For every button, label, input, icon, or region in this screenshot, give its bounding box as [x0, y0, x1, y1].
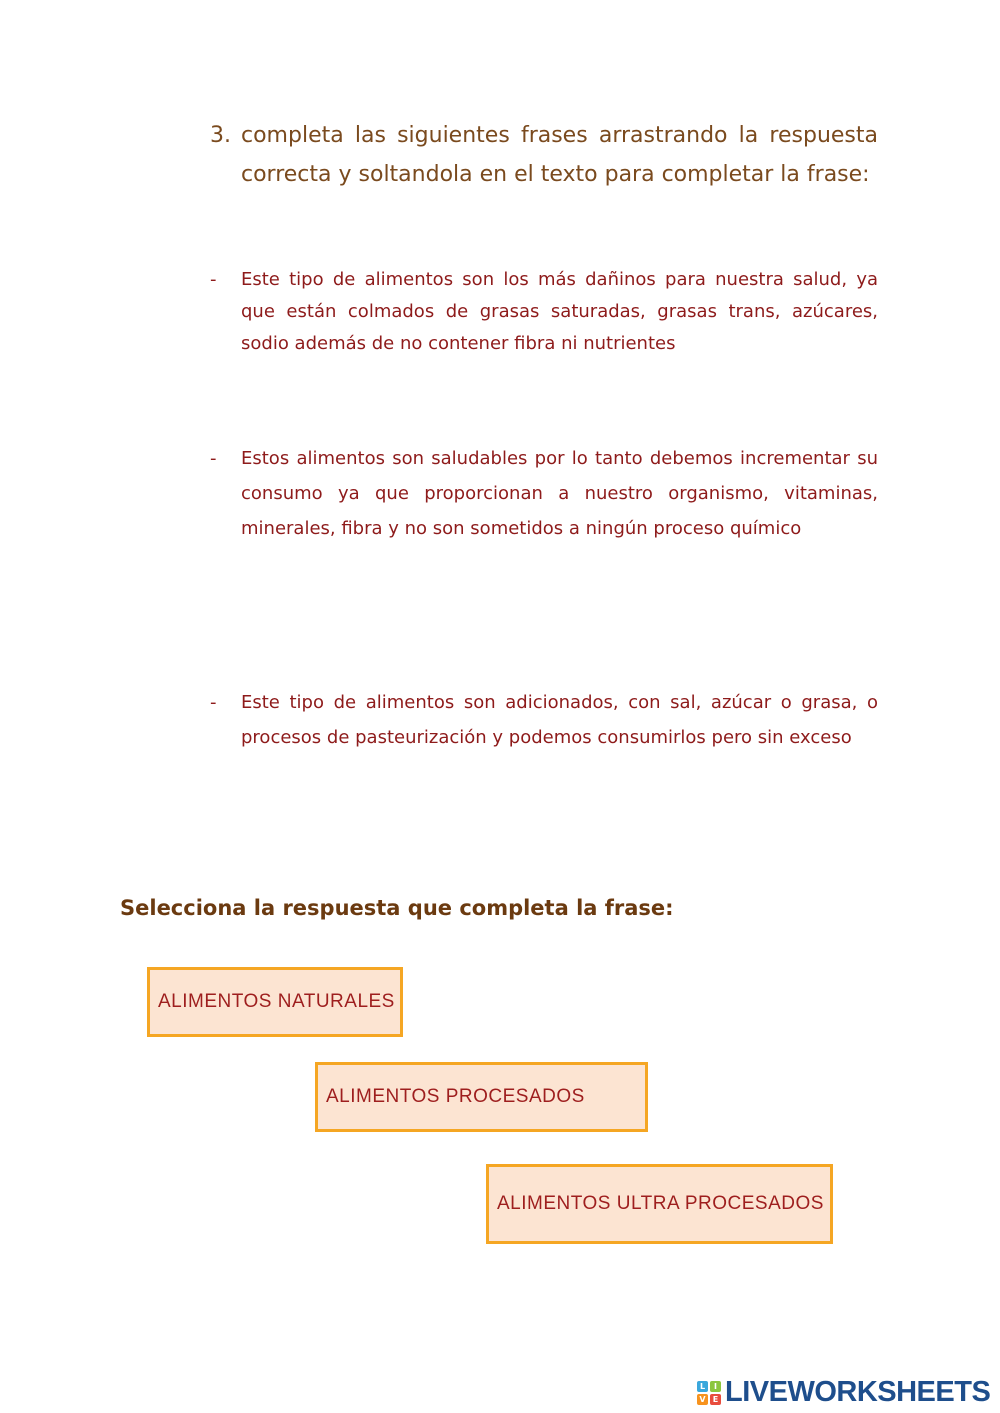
sentence-1	[210, 264, 878, 360]
logo-letter: V	[697, 1394, 708, 1405]
sentence-bullet: -	[210, 692, 217, 713]
instruction-number: 3.	[210, 123, 231, 148]
instruction	[210, 116, 878, 194]
instruction-text: completa las siguientes frases arrastrando la respuesta correcta y soltandola en el texto para completar la frase:	[241, 123, 878, 187]
liveworksheets-brand	[697, 1376, 990, 1409]
sentence-text: Este tipo de alimentos son los más dañinos para nuestra salud, ya que están colmados de grasas saturadas, grasas trans, azúcares, sodio además de no contener fibra ni nutrientes	[241, 269, 878, 354]
answer-option-natural[interactable]: ALIMENTOS NATURALES	[147, 967, 403, 1037]
sentence-bullet: -	[210, 448, 217, 469]
logo-letter: L	[697, 1381, 708, 1392]
logo-letter: E	[710, 1394, 721, 1405]
liveworksheets-logo-icon	[697, 1381, 721, 1405]
sentence-text: Estos alimentos son saludables por lo tanto debemos incrementar su consumo ya que proporcionan a nuestro organismo, vitaminas, minerales, fibra y no son sometidos a ningún proceso químico	[241, 448, 878, 539]
select-title: Selecciona la respuesta que completa la frase:	[120, 896, 674, 920]
sentence-text: Este tipo de alimentos son adicionados, con sal, azúcar o grasa, o procesos de pasteurización y podemos consumirlos pero sin exceso	[241, 692, 878, 748]
sentence-2	[210, 441, 878, 546]
logo-letter: I	[710, 1381, 721, 1392]
answer-option-ultra-processed[interactable]: ALIMENTOS ULTRA PROCESADOS	[486, 1164, 833, 1244]
brand-name: LIVEWORKSHEETS	[725, 1376, 991, 1408]
sentence-bullet: -	[210, 269, 217, 290]
answer-option-processed[interactable]: ALIMENTOS PROCESADOS	[315, 1062, 648, 1132]
sentence-3	[210, 685, 878, 755]
